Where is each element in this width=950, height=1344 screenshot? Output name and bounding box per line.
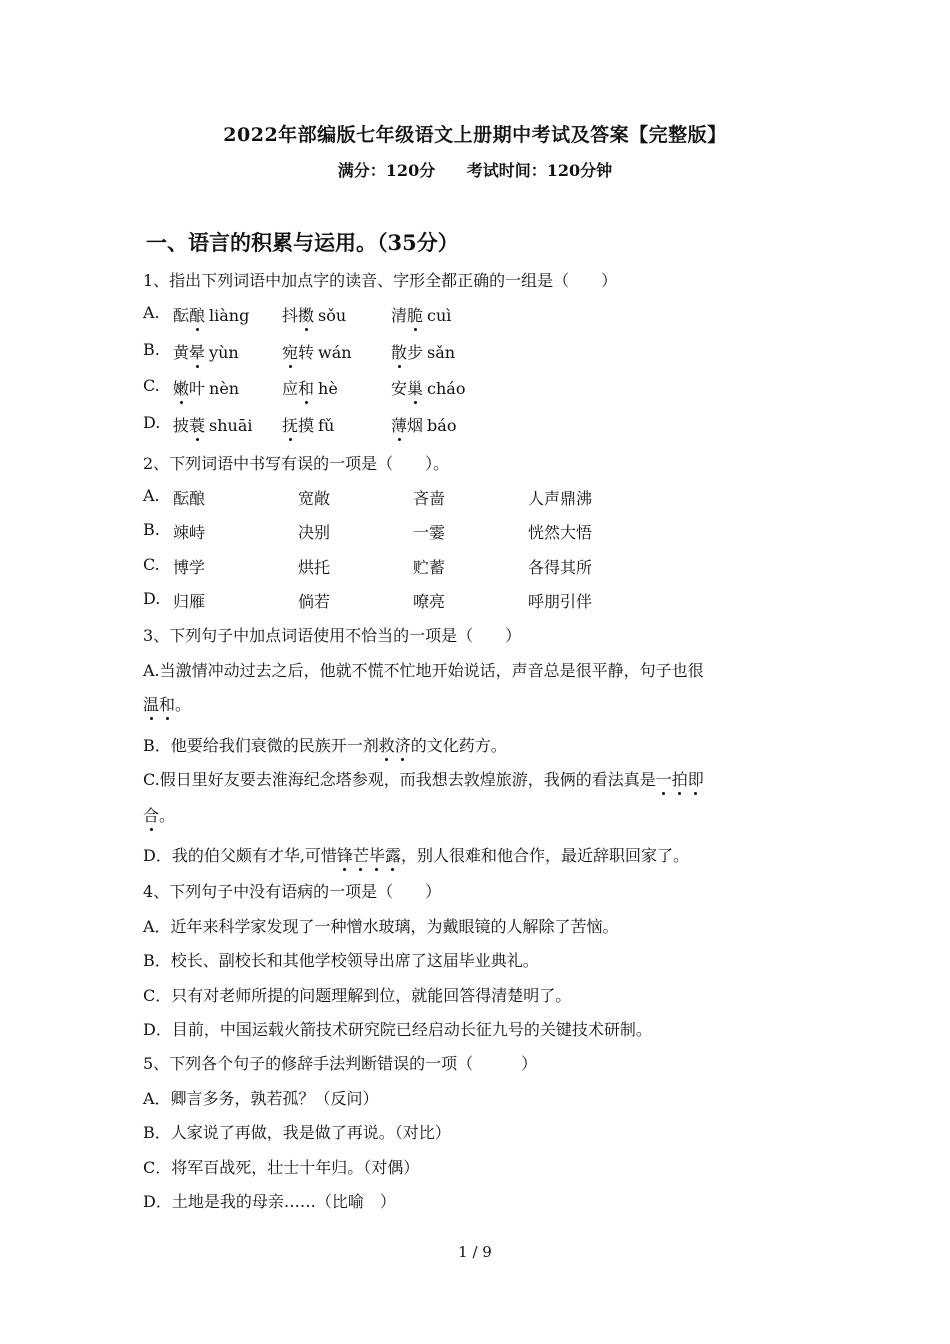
dotted-char: 蓑 xyxy=(189,413,205,436)
q4-option: C．只有对老师所提的问题理解到位，就能回答得清楚明了。 xyxy=(143,985,572,1005)
q2-stem: 2、下列词语中书写有误的一项是（ ）。 xyxy=(143,454,450,473)
text: ，别人很难和他合作，最近辞职回家了。 xyxy=(400,846,689,865)
text: 安 xyxy=(391,379,408,398)
word-with-pinyin xyxy=(391,303,451,326)
word: 吝啬 xyxy=(413,489,446,508)
pinyin: liàng xyxy=(209,306,250,325)
word-with-pinyin xyxy=(282,303,346,326)
text: 酝 xyxy=(173,306,190,325)
exam-meta xyxy=(0,158,950,181)
word: 烘托 xyxy=(298,558,331,577)
word-with-pinyin xyxy=(173,340,239,363)
pinyin: yùn xyxy=(209,343,239,362)
q3-option-c-line1 xyxy=(143,767,704,790)
option-label: D. xyxy=(143,413,161,432)
word-with-pinyin xyxy=(173,303,249,326)
text: 。 xyxy=(159,806,176,825)
word-with-pinyin xyxy=(282,340,352,363)
dotted-char: 酿 xyxy=(189,303,205,326)
option-label: C. xyxy=(143,555,160,574)
dotted-char: 巢 xyxy=(407,376,423,399)
q3-option-a-line1: A.当激情冲动过去之后，他就不慌不忙地开始说话，声音总是很平静，句子也很 xyxy=(143,661,704,680)
q5-option: A．卿言多务，孰若孤？（反问） xyxy=(143,1089,379,1108)
text: D．我的伯父颇有才华,可惜 xyxy=(143,846,337,865)
text: 步 xyxy=(407,343,424,362)
q3-option-d xyxy=(143,843,689,866)
dotted-char: 和 xyxy=(298,376,314,399)
dotted-char: 毕 xyxy=(369,843,385,866)
text: 叶 xyxy=(189,379,206,398)
text: 应 xyxy=(282,379,299,398)
word: 决别 xyxy=(298,523,331,542)
word: 人声鼎沸 xyxy=(528,489,593,508)
page-number: 1 / 9 xyxy=(458,1243,492,1261)
word-with-pinyin xyxy=(282,413,334,436)
pinyin: sǒu xyxy=(318,306,347,325)
dotted-char: 救 xyxy=(379,733,395,756)
option-label: A. xyxy=(143,303,160,322)
full-score: 满分：120分 xyxy=(337,161,436,180)
option-label: D. xyxy=(143,589,161,608)
option-label: A. xyxy=(143,486,160,505)
section-heading: 一、语言的积累与运用。（35分） xyxy=(146,230,459,255)
word: 博学 xyxy=(173,558,206,577)
text: 转 xyxy=(298,343,315,362)
text: 抖 xyxy=(282,306,299,325)
dotted-char: 即 xyxy=(688,767,704,790)
dotted-char: 擞 xyxy=(298,303,314,326)
pinyin: cháo xyxy=(427,379,466,398)
pinyin: hè xyxy=(318,379,338,398)
pinyin: nèn xyxy=(209,379,240,398)
word: 贮蓄 xyxy=(413,558,446,577)
text: 的文化药方。 xyxy=(410,736,507,755)
word: 竦峙 xyxy=(173,523,206,542)
word-with-pinyin xyxy=(282,376,338,399)
q3-option-c-line2 xyxy=(143,803,175,826)
dotted-char: 合 xyxy=(143,803,159,826)
word-with-pinyin xyxy=(391,413,456,436)
dotted-char: 晕 xyxy=(189,340,205,363)
q3-stem: 3、下列句子中加点词语使用不恰当的一项是（ ） xyxy=(143,626,522,645)
q4-option: D．目前，中国运载火箭技术研究院已经启动长征九号的关键技术研制。 xyxy=(143,1019,652,1039)
word: 酝酿 xyxy=(173,489,206,508)
dotted-char: 和 xyxy=(159,692,175,715)
word-with-pinyin xyxy=(391,376,465,399)
word: 嘹亮 xyxy=(413,592,446,611)
text: 黄 xyxy=(173,343,190,362)
dotted-char: 温 xyxy=(143,692,159,715)
q5-option: D．土地是我的母亲……（比喻 ） xyxy=(143,1191,396,1211)
dotted-char: 一 xyxy=(656,767,672,790)
dotted-char: 散 xyxy=(391,340,407,363)
word-with-pinyin xyxy=(173,376,239,399)
dotted-char: 济 xyxy=(395,733,411,756)
text: 披 xyxy=(173,416,190,435)
dotted-char: 抚 xyxy=(282,413,298,436)
dotted-char: 锋 xyxy=(337,843,353,866)
word-with-pinyin xyxy=(391,340,455,363)
word-with-pinyin xyxy=(173,413,253,436)
word: 宽敞 xyxy=(298,489,331,508)
dotted-char: 宛 xyxy=(282,340,298,363)
exam-title: 2022年部编版七年级语文上册期中考试及答案【完整版】 xyxy=(223,124,727,146)
dotted-char: 脆 xyxy=(407,303,423,326)
q5-option: B．人家说了再做，我是做了再说。（对比） xyxy=(143,1123,451,1143)
text: 摸 xyxy=(298,416,315,435)
q1-stem: 1、指出下列词语中加点字的读音、字形全都正确的一组是（ ） xyxy=(143,271,618,290)
q4-stem: 4、下列句子中没有语病的一项是（ ） xyxy=(143,882,442,901)
q4-option: A．近年来科学家发现了一种憎水玻璃，为戴眼镜的人解除了苦恼。 xyxy=(143,917,619,936)
pinyin: cuì xyxy=(427,306,452,325)
pinyin: fǔ xyxy=(318,416,335,435)
exam-time: 考试时间：120分钟 xyxy=(466,161,613,180)
q3-option-a-line2 xyxy=(143,692,191,715)
dotted-char: 露 xyxy=(385,843,401,866)
word: 恍然大悟 xyxy=(528,523,593,542)
word: 呼朋引伴 xyxy=(528,592,593,611)
text: 清 xyxy=(391,306,408,325)
option-label: B. xyxy=(143,340,160,359)
dotted-char: 芒 xyxy=(353,843,369,866)
option-label: B. xyxy=(143,520,160,539)
word: 归雁 xyxy=(173,592,206,611)
q5-stem: 5、下列各个句子的修辞手法判断错误的一项（ ） xyxy=(143,1054,538,1073)
pinyin: shuāi xyxy=(209,416,253,435)
q5-option: C．将军百战死，壮士十年归。（对偶） xyxy=(143,1157,420,1177)
pinyin: wán xyxy=(318,343,352,362)
q4-option: B．校长、副校长和其他学校领导出席了这届毕业典礼。 xyxy=(143,951,539,971)
dotted-char: 拍 xyxy=(672,767,688,790)
pinyin: sǎn xyxy=(427,343,456,362)
text: B．他要给我们衰微的民族开一剂 xyxy=(143,736,379,755)
option-label: C. xyxy=(143,376,160,395)
word: 各得其所 xyxy=(528,558,593,577)
word: 一霎 xyxy=(413,523,446,542)
text: C.假日里好友要去淮海纪念塔参观，而我想去敦煌旅游，我俩的看法真是 xyxy=(143,770,656,789)
q3-option-b xyxy=(143,733,507,756)
text: 。 xyxy=(175,695,192,714)
text: 烟 xyxy=(407,416,424,435)
dotted-char: 薄 xyxy=(391,413,407,436)
dotted-char: 嫩 xyxy=(173,376,189,399)
word: 倘若 xyxy=(298,592,331,611)
pinyin: báo xyxy=(427,416,457,435)
